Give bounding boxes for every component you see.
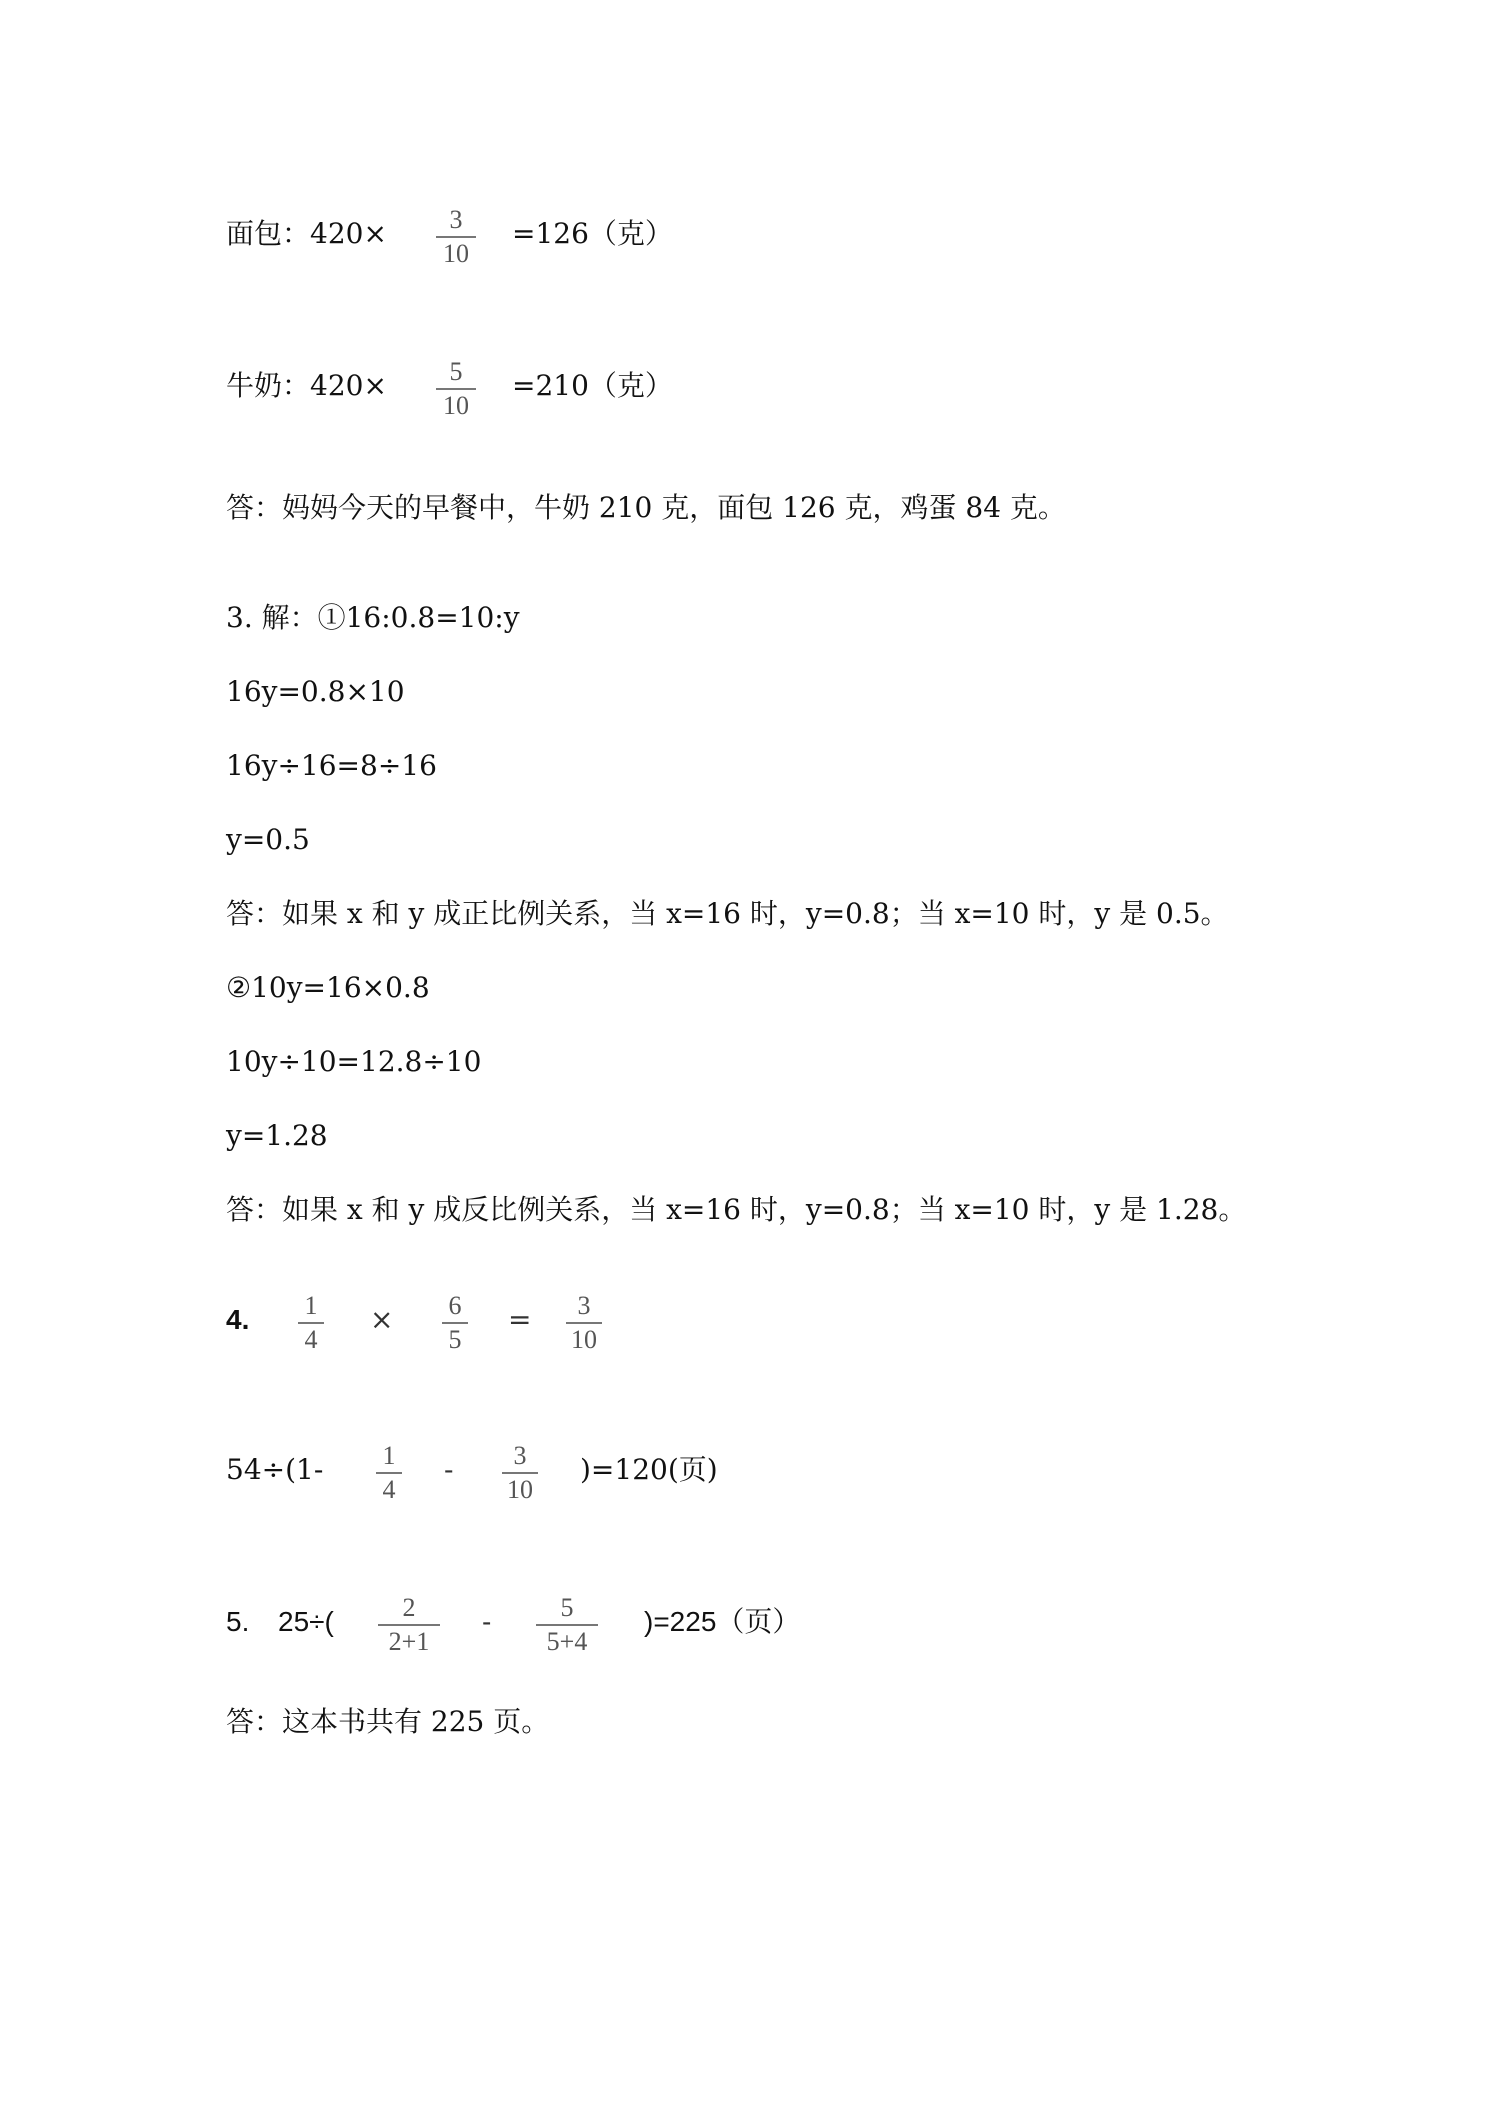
bread-calc-result: =126（克）	[512, 217, 673, 250]
q3-step: 10y÷10=12.8÷10	[226, 1045, 482, 1078]
breakfast-answer: 答：妈妈今天的早餐中，牛奶 210 克，面包 126 克，鸡蛋 84 克。	[226, 491, 1066, 524]
fraction-numerator: 5	[560, 1593, 574, 1622]
q3-step: 16y=0.8×10	[226, 675, 405, 708]
q3-step: ②10y=16×0.8	[226, 971, 430, 1004]
fraction-denominator: 4	[382, 1475, 396, 1504]
q5-number: 5.	[226, 1606, 250, 1637]
fraction-bar	[436, 236, 476, 238]
fraction-bar	[298, 1322, 324, 1324]
minus-sign: -	[444, 1453, 454, 1486]
fraction-denominator: 10	[443, 239, 469, 268]
fraction-denominator: 10	[507, 1475, 533, 1504]
fraction-denominator: 5+4	[546, 1627, 588, 1656]
fraction-denominator: 5	[448, 1325, 462, 1354]
q4-number: 4.	[226, 1304, 250, 1335]
fraction-denominator: 2+1	[388, 1627, 430, 1656]
q3-title: 3. 解：①16:0.8=10:y	[226, 601, 520, 634]
milk-calc-result: =210（克）	[512, 369, 673, 402]
fraction-bar	[376, 1472, 402, 1474]
times-sign: ×	[370, 1303, 394, 1336]
q3-step: 16y÷16=8÷16	[226, 749, 437, 782]
equals-sign: =	[508, 1303, 532, 1336]
q4-fraction	[442, 1292, 468, 1354]
milk-calc-prefix: 牛奶：420×	[226, 369, 387, 402]
q4-fraction	[502, 1442, 538, 1504]
q4-fraction	[566, 1292, 602, 1354]
q4-fraction	[376, 1442, 402, 1504]
q5-fraction	[378, 1594, 440, 1656]
fraction-numerator: 3	[577, 1291, 591, 1320]
q3-step: y=1.28	[226, 1119, 328, 1152]
fraction-numerator: 5	[449, 357, 463, 386]
fraction-bar	[566, 1322, 602, 1324]
q4-line2-result: )=120(页)	[580, 1453, 718, 1486]
q5-answer: 答：这本书共有 225 页。	[226, 1705, 550, 1738]
q5-fraction	[536, 1594, 598, 1656]
fraction-numerator: 1	[304, 1291, 318, 1320]
fraction-numerator: 3	[513, 1441, 527, 1470]
fraction-denominator: 10	[443, 391, 469, 420]
q3-answer-inverse: 答：如果 x 和 y 成反比例关系，当 x=16 时，y=0.8；当 x=10 时，y 是 1.28。	[226, 1193, 1247, 1226]
q3-step: y=0.5	[226, 823, 310, 856]
fraction-numerator: 2	[402, 1593, 416, 1622]
q4-fraction	[298, 1292, 324, 1354]
milk-fraction	[436, 358, 476, 420]
fraction-denominator: 4	[304, 1325, 318, 1354]
q4-line2-prefix: 54÷(1-	[226, 1453, 324, 1486]
fraction-numerator: 6	[448, 1291, 462, 1320]
q5-result: )=225（页）	[644, 1606, 801, 1637]
bread-fraction	[436, 206, 476, 268]
fraction-bar	[436, 388, 476, 390]
fraction-denominator: 10	[571, 1325, 597, 1354]
fraction-bar	[442, 1322, 468, 1324]
minus-sign: -	[482, 1606, 492, 1637]
bread-calc-prefix: 面包：420×	[226, 217, 387, 250]
fraction-bar	[502, 1472, 538, 1474]
q5-prefix: 25÷(	[278, 1606, 334, 1637]
fraction-numerator: 1	[382, 1441, 396, 1470]
fraction-bar	[378, 1624, 440, 1626]
fraction-numerator: 3	[449, 205, 463, 234]
fraction-bar	[536, 1624, 598, 1626]
q3-answer-direct: 答：如果 x 和 y 成正比例关系，当 x=16 时，y=0.8；当 x=10 时，y 是 0.5。	[226, 897, 1229, 930]
